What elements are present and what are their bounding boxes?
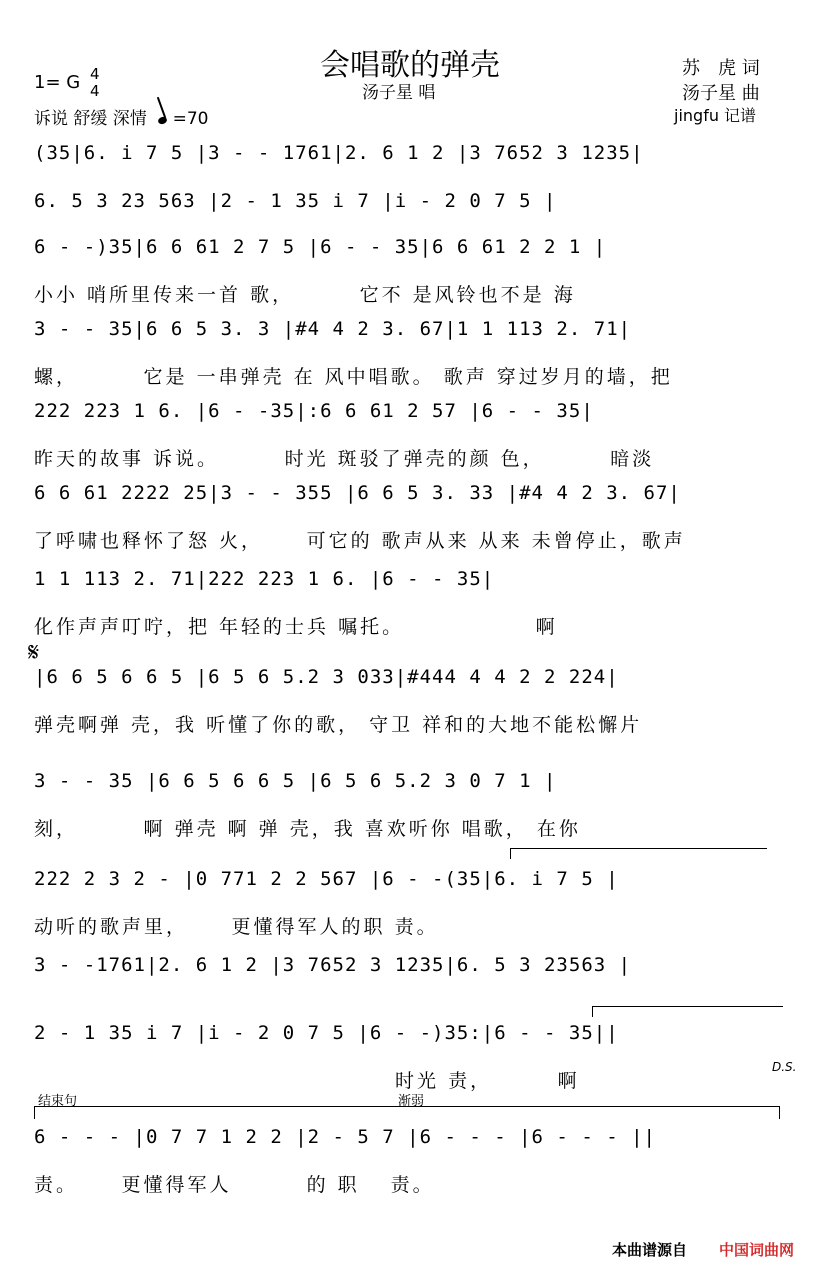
score-line <box>0 1126 820 1220</box>
time-signature <box>90 66 100 100</box>
score-line <box>0 318 820 412</box>
singer-credit: 汤子星 唱 <box>362 83 436 103</box>
ending-label: 结束句 <box>38 1094 78 1109</box>
lyrics-row: 责。 更懂得军人 的 职 责。 <box>34 1174 435 1196</box>
song-title: 会唱歌的弹壳 <box>320 48 500 83</box>
transcriber-credit: jingfu 记谱 <box>674 106 757 125</box>
lyrics-row: 螺， 它是 一串弹壳 在 风中唱歌。 歌声 穿过岁月的墙，把 <box>34 366 673 388</box>
time-top: 4 <box>89 65 100 83</box>
notation-row: 6 - -)35|6 6 61 2 7 5 |6 - - 35|6 6 61 2 2 1 | <box>34 236 607 258</box>
notation-row: 6 - - - |0 7 7 1 2 2 |2 - 5 7 |6 - - - |6 - - - || <box>34 1126 656 1148</box>
notation-row: 1 1 113 2. 71|222 223 1 6. |6 - - 35| <box>34 568 495 590</box>
notation-row: 222 2 3 2 - |0 771 2 2 567 |6 - -(35|6. i 7 5 | <box>34 868 619 890</box>
key-label: 1= G <box>34 72 81 93</box>
time-bottom: 4 <box>89 82 100 100</box>
score-line <box>0 482 820 576</box>
tempo-value: =70 <box>172 109 209 129</box>
dim-label: 渐弱 <box>398 1094 425 1109</box>
notation-row: (35|6. i 7 5 |3 - - 1761|2. 6 1 2 |3 7652 3 1235| <box>34 142 644 164</box>
composer-credit: 汤子星 曲 <box>682 83 760 104</box>
lyrics-row: 了呼啸也释怀了怒 火， 可它的 歌声从来 从来 未曾停止，歌声 <box>34 530 686 552</box>
notation-row: |6 6 5 6 6 5 |6 5 6 5.2 3 033|#444 4 4 2 2 224| <box>34 666 619 688</box>
source-label: 本曲谱源自 <box>612 1241 688 1259</box>
key-signature <box>34 66 100 100</box>
ds-mark: D.S. <box>772 1060 797 1074</box>
mood-tempo <box>34 104 209 129</box>
notation-row: 3 - - 35|6 6 5 3. 3 |#4 4 2 3. 67|1 1 113 2. 71| <box>34 318 632 340</box>
site-logo: 中国词曲网 <box>719 1241 795 1259</box>
lyrics-row: 昨天的故事 诉说。 时光 斑驳了弹壳的颜 色， 暗淡 <box>34 448 655 470</box>
lyrics-row: 化作声声叮咛，把 年轻的士兵 嘱托。 啊 <box>34 616 558 638</box>
lyricist-credit: 苏 虎 词 <box>682 58 760 79</box>
lyrics-row: 小小 哨所里传来一首 歌， 它不 是风铃也不是 海 <box>34 284 576 306</box>
lyrics-row: 动听的歌声里， 更懂得军人的职 责。 <box>34 916 439 938</box>
notation-row: 3 - - 35 |6 6 5 6 6 5 |6 5 6 5.2 3 0 7 1 | <box>34 770 557 792</box>
notation-row: 2 - 1 35 i 7 |i - 2 0 7 5 |6 - -)35:|6 - - 35|| <box>34 1022 619 1044</box>
score-line <box>0 1022 820 1116</box>
notation-row: 222 223 1 6. |6 - -35|:6 6 61 2 57 |6 - - 35| <box>34 400 594 422</box>
notation-row: 6 6 61 2222 25|3 - - 355 |6 6 5 3. 33 |#4 4 2 3. 67| <box>34 482 681 504</box>
segno-icon: 𝄋 <box>28 638 40 668</box>
lyrics-row: 时光 责， 啊 <box>34 1070 580 1092</box>
score-line <box>0 770 820 864</box>
score-line <box>0 400 820 494</box>
lyrics-row: 弹壳啊弹 壳，我 听懂了你的歌， 守卫 祥和的大地不能松懈片 <box>34 714 643 736</box>
score-line <box>0 666 820 760</box>
mood-text: 诉说 舒缓 深情 <box>34 109 147 129</box>
quarter-note-icon <box>157 116 168 126</box>
score-line <box>0 868 820 962</box>
notation-row: 3 - -1761|2. 6 1 2 |3 7652 3 1235|6. 5 3 23563 | <box>34 954 632 976</box>
score-line <box>0 236 820 330</box>
lyrics-row: 刻， 啊 弹壳 啊 弹 壳，我 喜欢听你 唱歌， 在你 <box>34 818 581 840</box>
score-line <box>0 568 820 662</box>
notation-row: 6. 5 3 23 563 |2 - 1 35 i 7 |i - 2 0 7 5 | <box>34 190 557 212</box>
